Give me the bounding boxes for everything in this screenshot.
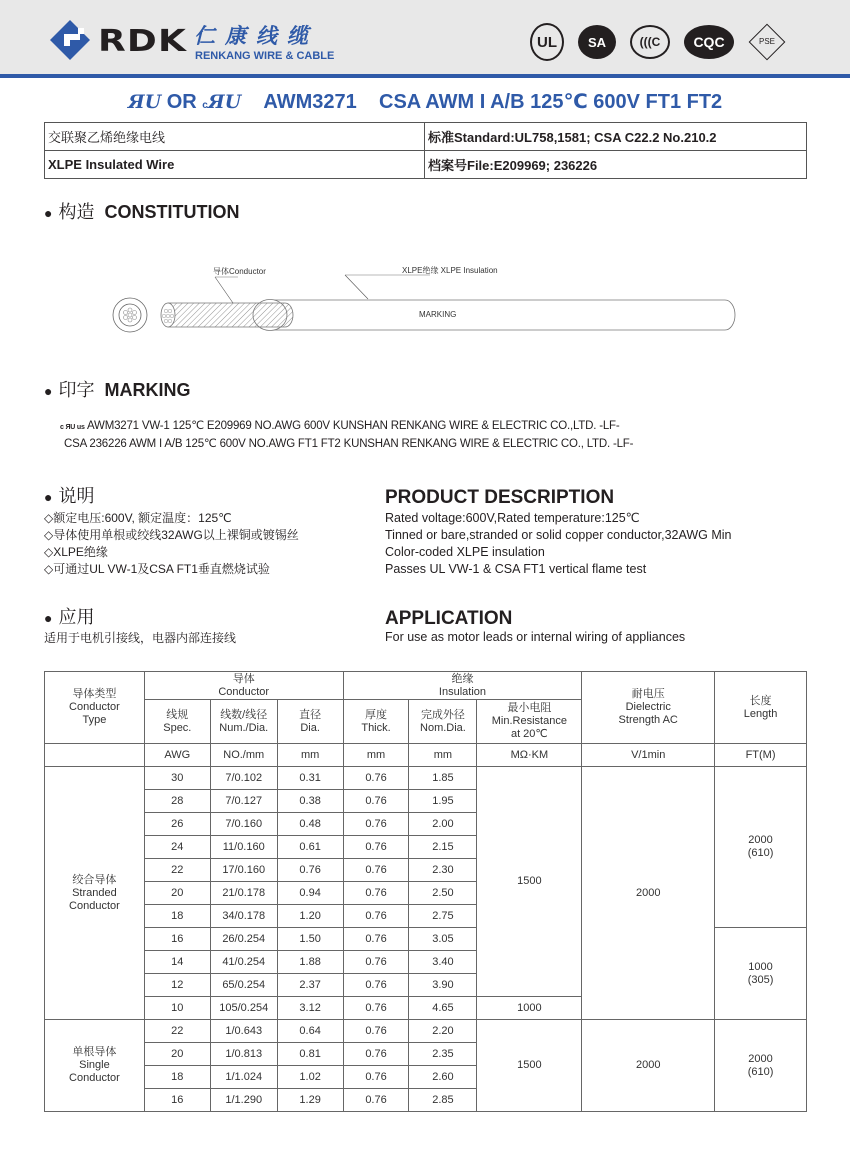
header-spec [144,700,210,744]
header-conductor [144,672,343,700]
header-insulation [343,672,582,700]
header-text: 导体 [232,672,255,685]
bullet-icon: ● [44,383,53,399]
unit-cell: V/1min [582,744,715,767]
dia-cell: 0.31 [277,767,343,790]
dielectric-cell: 2000 [582,1020,715,1112]
header-text: Num./Dia. [219,721,269,734]
unit-cell: mm [343,744,409,767]
constitution-heading [44,201,239,224]
spec-cell: 22 [144,859,210,882]
marking-heading-cn: 印字 [58,380,95,400]
bullet-icon: ● [44,489,53,505]
csa-cert-icon: SA [578,25,616,59]
thick-cell: 0.76 [343,1089,409,1112]
header-text: 直径 [299,708,322,721]
description-item-en: Passes UL VW-1 & CSA FT1 vertical flame test [385,562,647,576]
num-dia-cell: 7/0.127 [210,790,277,813]
thick-cell: 0.76 [343,836,409,859]
cross-section-icon [113,298,147,332]
dia-cell: 1.88 [277,951,343,974]
bullet-icon: ● [44,205,53,221]
stranded-type-label [45,767,145,1020]
header-text: 导体类型 [72,688,117,700]
title-or: OR [166,91,197,113]
num-dia-cell: 1/1.290 [210,1089,277,1112]
cell-line: 单根导体 [72,1046,117,1058]
num-dia-cell: 34/0.178 [210,905,277,928]
header-num-dia [210,700,277,744]
header-text: Length [743,707,778,720]
nom-dia-cell: 2.15 [409,836,477,859]
header-text: 完成外径 [420,708,465,721]
application-heading-cn-block [44,606,104,629]
thick-cell: 0.76 [343,997,409,1020]
cell-line: Conductor [69,1072,120,1084]
cell-line: (610) [747,847,774,859]
marking-heading [44,379,190,402]
unit-cell: MΩ·KM [477,744,582,767]
thick-cell: 0.76 [343,905,409,928]
pse-cert-label: PSE [758,36,776,46]
cable-diagram [100,255,750,340]
num-dia-cell: 11/0.160 [210,836,277,859]
application-text-en: For use as motor leads or internal wiring of appliances [385,630,686,644]
unit-cell: NO./mm [210,744,277,767]
length-cell [715,767,807,928]
constitution-heading-cn: 构造 [58,202,95,222]
header-text: 线数/线径 [220,708,268,721]
header-thick [343,700,409,744]
conductor-label: 导体Conductor [213,267,266,276]
cell-line: (610) [747,1065,774,1078]
description-item-cn: ◇导体使用单根或绞线32AWG以上裸铜或镀锡丝 [44,528,299,542]
header-text: 绝缘 [451,672,474,685]
thick-cell: 0.76 [343,928,409,951]
num-dia-cell: 7/0.102 [210,767,277,790]
certification-logos [530,22,780,62]
marking-line-1-text: AWM3271 VW-1 125℃ E209969 NO.AWG 600V KUNSHAN RENKANG WIRE & ELECTRIC CO.,LTD. -LF- [87,420,620,432]
nom-dia-cell: 4.65 [409,997,477,1020]
header-conductor-type [45,672,145,744]
cell-line: Conductor [69,899,120,912]
dia-cell: 0.64 [277,1020,343,1043]
spec-table [44,671,807,1112]
spec-table-body [45,767,807,1112]
dia-cell: 1.50 [277,928,343,951]
pse-cert-icon [749,24,786,61]
insulation-body [253,300,735,331]
rdk-logo-icon [50,20,90,60]
cell-line: Stranded [72,886,117,899]
nom-dia-cell: 2.85 [409,1089,477,1112]
header-text: Conductor [69,701,120,713]
nom-dia-cell: 3.90 [409,974,477,997]
nom-dia-cell: 2.50 [409,882,477,905]
spec-cell: 20 [144,1043,210,1066]
dia-cell: 2.37 [277,974,343,997]
marking-label: MARKING [419,310,457,319]
description-item-cn: ◇可通过UL VW-1及CSA FT1垂直燃烧试验 [44,562,270,576]
title-model: AWM3271 [263,91,357,113]
dielectric-cell: 2000 [582,767,715,1020]
application-heading-cn: 应用 [58,607,95,627]
resistance-cell: 1500 [477,767,582,997]
spec-cell: 14 [144,951,210,974]
description-list-en [385,510,731,578]
ul-cert-icon: UL [530,23,564,61]
header-text: Dielectric [625,701,671,713]
cell-line: 2000 [748,834,773,846]
marking-line-1 [60,418,633,436]
product-name-cn: 交联聚乙烯绝缘电线 [45,123,425,151]
dia-cell: 1.02 [277,1066,343,1089]
conductor-arrow [215,277,233,303]
num-dia-cell: 105/0.254 [210,997,277,1020]
nom-dia-cell: 1.85 [409,767,477,790]
header-nom-dia [409,700,477,744]
thick-cell: 0.76 [343,813,409,836]
ccc-cert-icon: (((C [630,25,670,59]
nom-dia-cell: 2.30 [409,859,477,882]
header-text: Conductor [218,685,270,698]
info-table [44,122,807,179]
length-cell [715,1020,807,1112]
header-min-resistance [477,700,582,744]
cqc-cert-icon: CQC [684,25,734,59]
description-item-en: Rated voltage:600V,Rated temperature:125℃ [385,511,640,525]
num-dia-cell: 1/0.643 [210,1020,277,1043]
header-length [715,672,807,744]
spec-cell: 24 [144,836,210,859]
header-text: Insulation [438,685,486,698]
num-dia-cell: 65/0.254 [210,974,277,997]
resistance-cell: 1500 [477,1020,582,1112]
thick-cell: 0.76 [343,1066,409,1089]
cul-mark-icon: ЯU [207,91,242,113]
units-row [45,744,807,767]
num-dia-cell: 41/0.254 [210,951,277,974]
dia-cell: 1.29 [277,1089,343,1112]
title-c-prefix: c [202,100,208,111]
nom-dia-cell: 3.40 [409,951,477,974]
spec-cell: 20 [144,882,210,905]
marking-text [60,418,633,452]
brand-logo-text: RDK [98,24,188,59]
header-text: Dia. [300,721,320,734]
header-dia [277,700,343,744]
nom-dia-cell: 2.60 [409,1066,477,1089]
unit-cell: FT(M) [715,744,807,767]
dia-cell: 0.81 [277,1043,343,1066]
constitution-heading-en: CONSTITUTION [104,202,240,222]
thick-cell: 0.76 [343,974,409,997]
product-name-en: XLPE Insulated Wire [45,151,425,179]
application-text-cn: 适用于电机引接线，电器内部连接线 [44,631,237,645]
num-dia-cell: 7/0.160 [210,813,277,836]
cul-us-mark-icon: c ЯU us [60,424,85,431]
thick-cell: 0.76 [343,1020,409,1043]
single-type-label [45,1020,145,1112]
dia-cell: 0.38 [277,790,343,813]
description-item-en: Tinned or bare,stranded or solid copper conductor,32AWG Min [385,528,732,542]
unit-cell: mm [409,744,477,767]
description-heading-cn: 说明 [58,486,95,506]
spec-cell: 10 [144,997,210,1020]
file-info: 档案号File:E209969; 236226 [425,151,807,179]
nom-dia-cell: 2.35 [409,1043,477,1066]
description-list-cn [44,510,299,578]
marking-heading-en: MARKING [104,380,191,400]
header-dielectric [582,672,715,744]
header-text: 线规 [166,708,189,721]
description-item-en: Color-coded XLPE insulation [385,545,545,559]
cell-line: (305) [747,973,774,986]
application-heading-en: APPLICATION [385,608,513,629]
num-dia-cell: 1/1.024 [210,1066,277,1089]
header-text: Type [82,714,107,726]
table-row [45,767,807,790]
description-heading-en: PRODUCT DESCRIPTION [385,487,615,508]
header-text: 厚度 [365,708,388,721]
company-name-en: RENKANG WIRE & CABLE [195,50,335,62]
thick-cell: 0.76 [343,859,409,882]
spec-cell: 18 [144,1066,210,1089]
header-text: Spec. [163,721,192,734]
dia-cell: 0.61 [277,836,343,859]
spec-cell: 30 [144,767,210,790]
header-text: Thick. [361,721,391,734]
header-text: 最小电阻 [507,702,552,714]
thick-cell: 0.76 [343,767,409,790]
insulation-label: XLPE绝缘 XLPE Insulation [402,266,498,275]
dia-cell: 1.20 [277,905,343,928]
dia-cell: 0.48 [277,813,343,836]
title-rating: CSA AWM I A/B 125℃ 600V FT1 FT2 [379,91,723,113]
header-text: 长度 [749,694,772,707]
header-text: Nom.Dia. [420,721,466,734]
nom-dia-cell: 2.75 [409,905,477,928]
num-dia-cell: 21/0.178 [210,882,277,905]
nom-dia-cell: 3.05 [409,928,477,951]
thick-cell: 0.76 [343,951,409,974]
conductor-body [161,303,293,327]
nom-dia-cell: 2.00 [409,813,477,836]
company-name-cn: 仁康线缆 [194,25,318,48]
nom-dia-cell: 1.95 [409,790,477,813]
nom-dia-cell: 2.20 [409,1020,477,1043]
thick-cell: 0.76 [343,790,409,813]
spec-cell: 16 [144,928,210,951]
spec-cell: 18 [144,905,210,928]
product-title [0,90,850,118]
bullet-icon: ● [44,610,53,626]
thick-cell: 0.76 [343,1043,409,1066]
resistance-cell: 1000 [477,997,582,1020]
dia-cell: 0.76 [277,859,343,882]
table-row [45,1020,807,1043]
unit-cell [45,744,145,767]
header-text: Min.Resistance [491,715,567,727]
marking-line-2: CSA 236226 AWM I A/B 125℃ 600V NO.AWG FT1 FT2 KUNSHAN RENKANG WIRE & ELECTRIC CO., LTD. -LF- [64,438,634,450]
cell-line: 2000 [748,1052,773,1065]
num-dia-cell: 26/0.254 [210,928,277,951]
description-heading-cn-block [44,485,104,508]
ul-mark-icon: ЯU [127,91,162,113]
header-text: Strength AC [618,714,678,726]
insulation-arrow [345,275,368,299]
spec-cell: 22 [144,1020,210,1043]
spec-cell: 26 [144,813,210,836]
cell-line: 1000 [748,960,773,973]
spec-cell: 16 [144,1089,210,1112]
cell-line: 绞合导体 [72,873,117,886]
description-item-cn: ◇XLPE绝缘 [44,545,108,559]
num-dia-cell: 17/0.160 [210,859,277,882]
dia-cell: 3.12 [277,997,343,1020]
standard-info: 标准Standard:UL758,1581; CSA C22.2 No.210.2 [425,123,807,151]
spec-cell: 28 [144,790,210,813]
header-banner [0,0,850,78]
cell-line: Single [79,1059,110,1071]
spec-cell: 12 [144,974,210,997]
length-cell [715,928,807,1020]
unit-cell: mm [277,744,343,767]
unit-cell: AWG [144,744,210,767]
header-text: at 20℃ [510,728,548,740]
num-dia-cell: 1/0.813 [210,1043,277,1066]
dia-cell: 0.94 [277,882,343,905]
header-text: 耐电压 [631,688,665,700]
thick-cell: 0.76 [343,882,409,905]
description-item-cn: ◇额定电压:600V, 额定温度：125℃ [44,511,232,525]
